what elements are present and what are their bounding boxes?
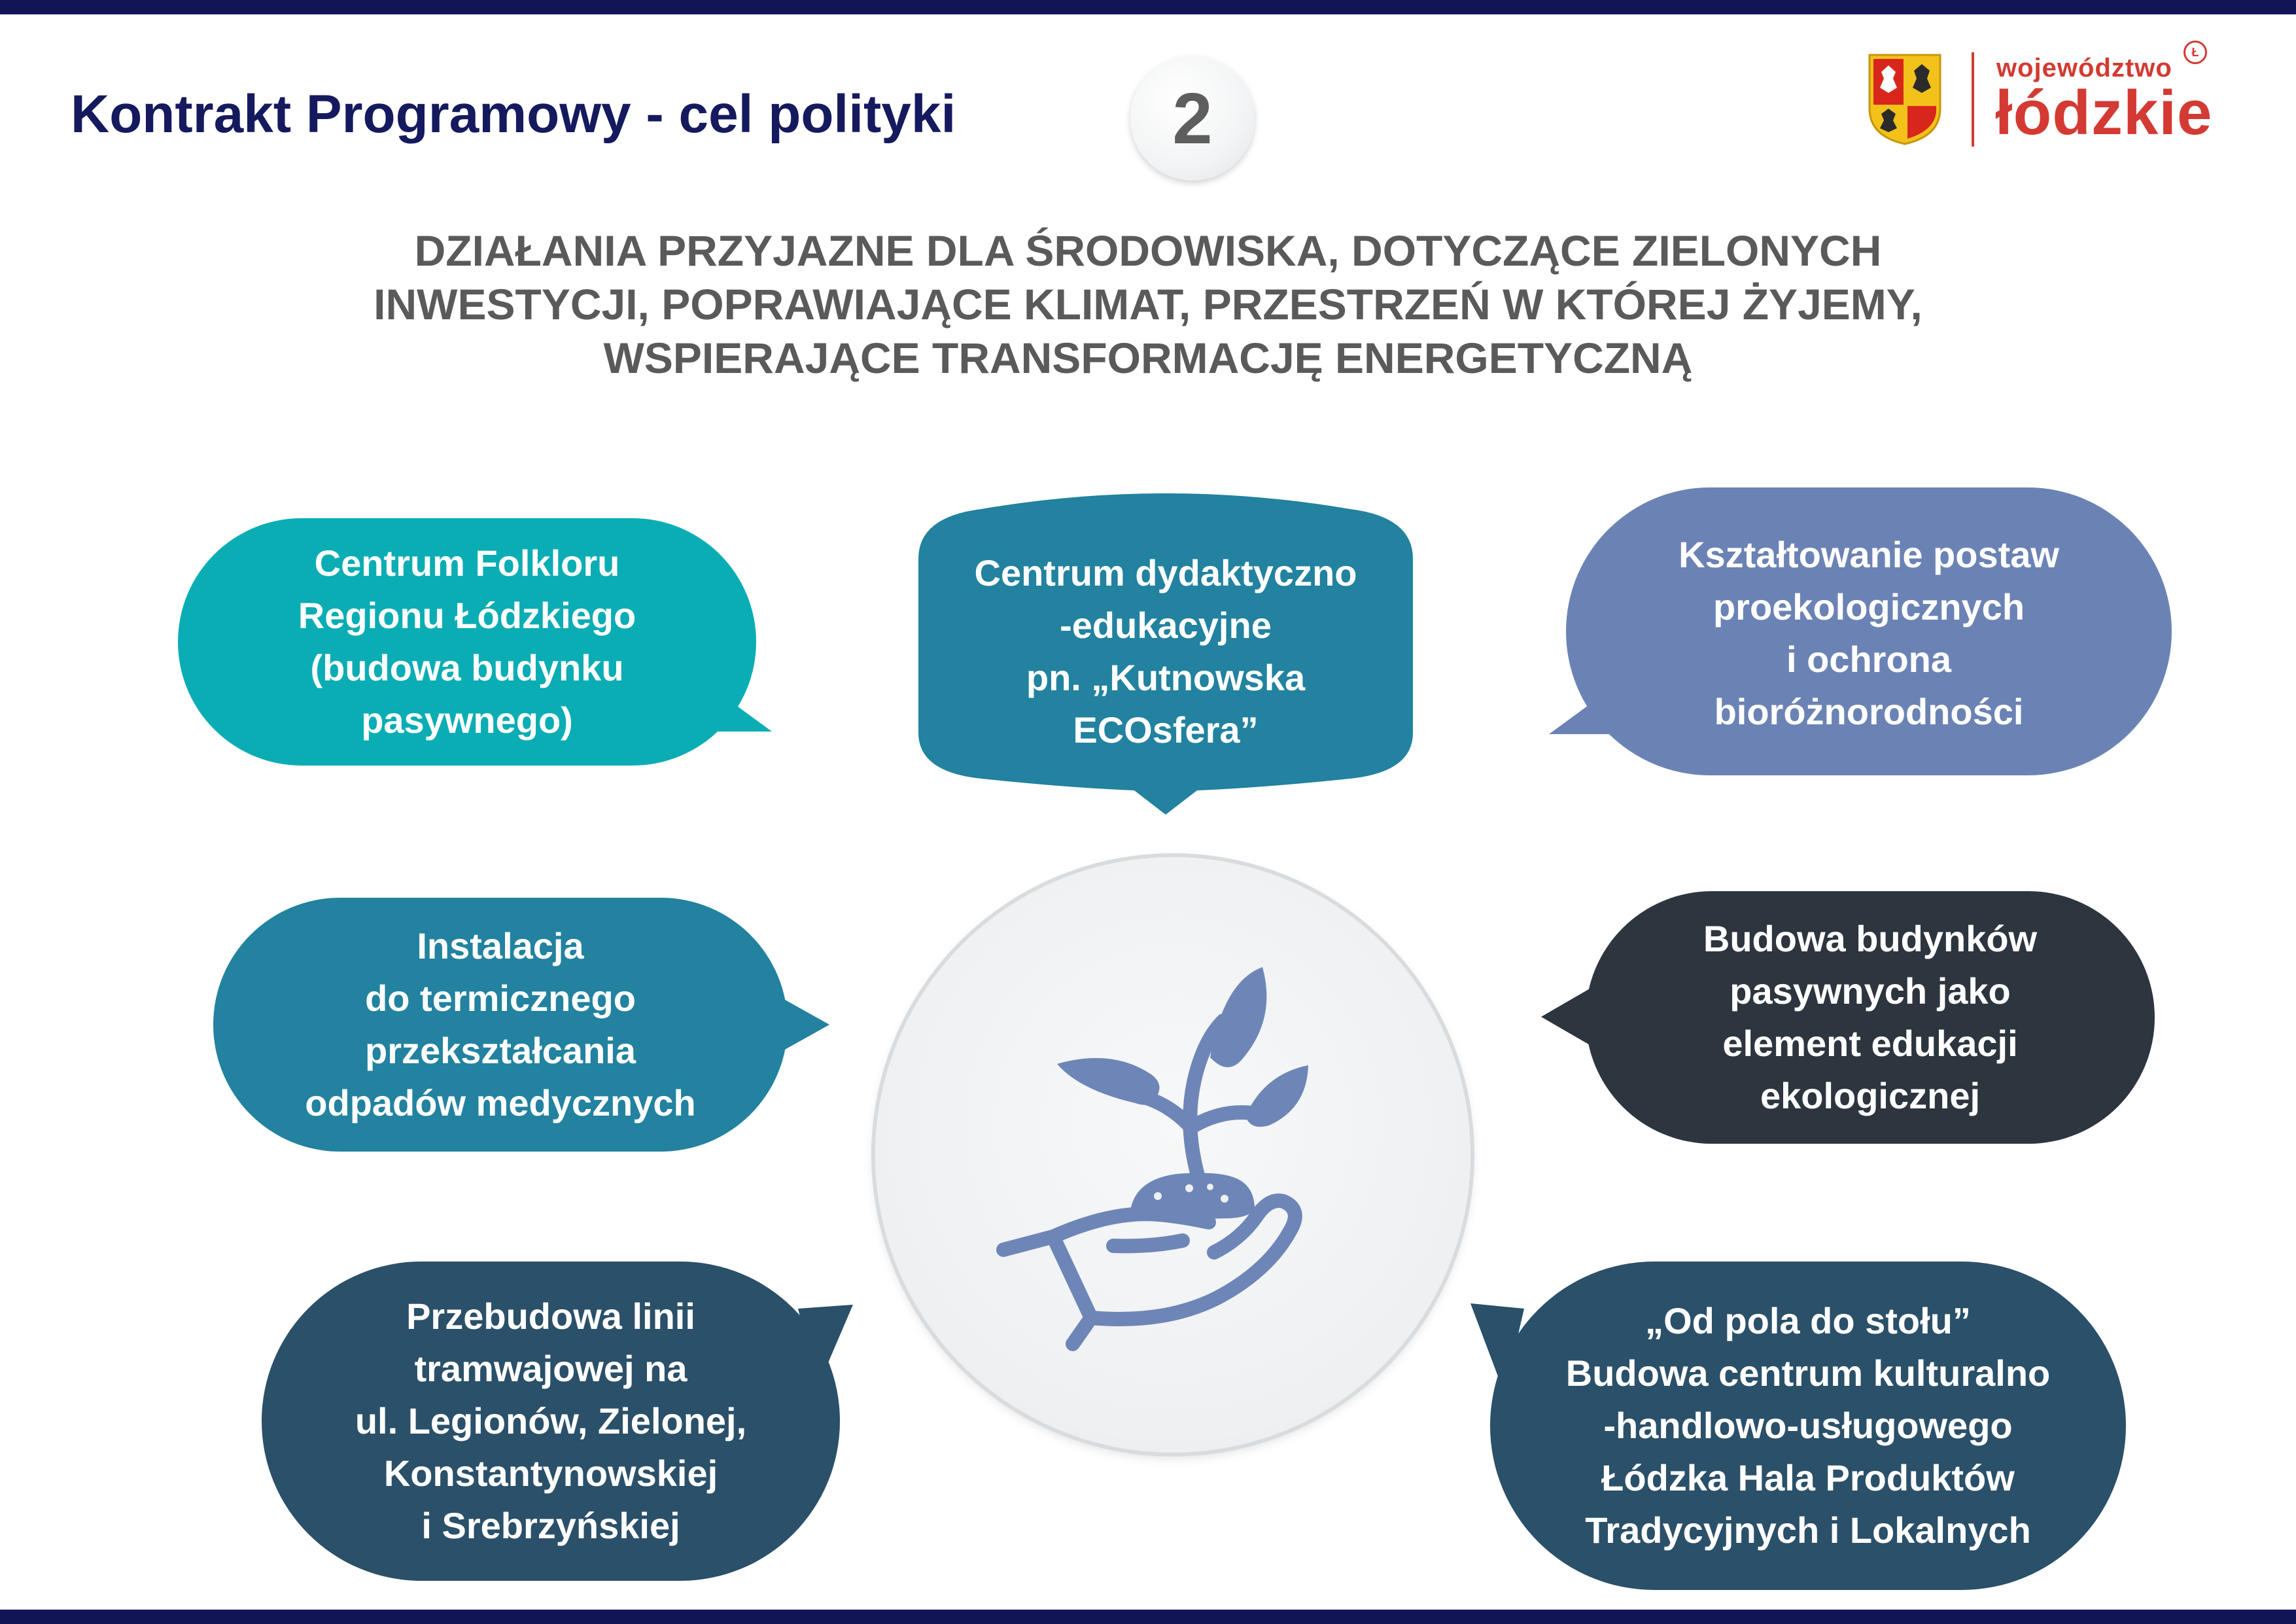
bubble-budynki-line: element edukacji [1722,1023,2018,1064]
bubble-hala [1490,1262,2126,1590]
bubble-budynki-line: ekologicznej [1760,1075,1981,1116]
bubble-budynki-line: Budowa budynków [1703,918,2038,959]
bubble-ecosfera-line: -edukacyjne [1060,605,1272,646]
bubble-hala-line: Tradycyjnych i Lokalnych [1585,1509,2031,1551]
bubble-folklor [178,518,756,766]
bottom-border-bar [0,1610,2296,1624]
policy-number-badge: 2 [1130,56,1255,181]
bubble-budynki [1586,891,2155,1144]
logo-mark: Ł [2183,41,2207,64]
bubble-tramwaj [262,1262,840,1581]
bubble-odpady [213,898,788,1152]
bubble-ecosfera-line: ECOsfera” [1073,709,1259,750]
logo-region-label: województwo [1996,54,2172,82]
bubble-tramwaj-line: ul. Legionów, Zielonej, [355,1400,747,1441]
subtitle-line: WSPIERAJĄCE TRANSFORMACJĘ ENERGETYCZNĄ [603,334,1693,382]
bubble-tramwaj-line: i Srebrzyńskiej [421,1505,680,1546]
subtitle-line: INWESTYCJI, POPRAWIAJĄCE KLIMAT, PRZESTRZEŃ W KTÓREJ ŻYJEMY, [374,280,1922,328]
bubble-postawy-line: Kształtowanie postaw [1679,534,2059,575]
bubble-ecosfera-line: pn. „Kutnowska [1026,657,1306,698]
bubble-postawy-line: bioróżnorodności [1714,691,2024,732]
bubble-folklor-line: Centrum Folkloru [314,542,620,584]
logo-region-name: łódzkie [1995,78,2213,148]
bubble-postawy [1566,509,2172,758]
bubble-tramwaj-line: tramwajowej na [414,1348,687,1389]
bubble-odpady-line: odpadów medycznych [305,1082,696,1123]
bubble-folklor-line: pasywnego) [361,699,573,741]
bubble-odpady-line: przekształcania [365,1030,636,1071]
bubble-budynki-line: pasywnych jako [1730,970,2011,1012]
bubble-hala-line: -handlowo-usługowego [1603,1405,2013,1446]
bubble-odpady-line: do termicznego [365,978,636,1019]
bubble-odpady-line: Instalacja [417,925,584,966]
bubble-tramwaj-line: Konstantynowskiej [383,1453,718,1494]
plant-in-hand-icon [981,929,1348,1387]
bubble-ecosfera-line: Centrum dydaktyczno [974,552,1357,593]
subtitle-line: DZIAŁANIA PRZYJAZNE DLA ŚRODOWISKA, DOTYCZĄCE ZIELONYCH [414,226,1882,275]
bubble-tramwaj-line: Przebudowa linii [406,1296,695,1337]
bubble-ecosfera [918,540,1413,763]
page-title: Kontrakt Programowy - cel polityki [71,84,956,144]
bubble-postawy-line: proekologicznych [1713,586,2025,627]
bubble-postawy-line: i ochrona [1786,639,1952,680]
bubble-hala-line: „Od pola do stołu” [1645,1300,1971,1341]
bubble-folklor-line: Regionu Łódzkiego [298,595,636,636]
bubble-folklor-line: (budowa budynku [310,647,624,688]
bubble-hala-line: Łódzka Hala Produktów [1601,1457,2015,1498]
bubble-hala-line: Budowa centrum kulturalno [1565,1352,2051,1394]
